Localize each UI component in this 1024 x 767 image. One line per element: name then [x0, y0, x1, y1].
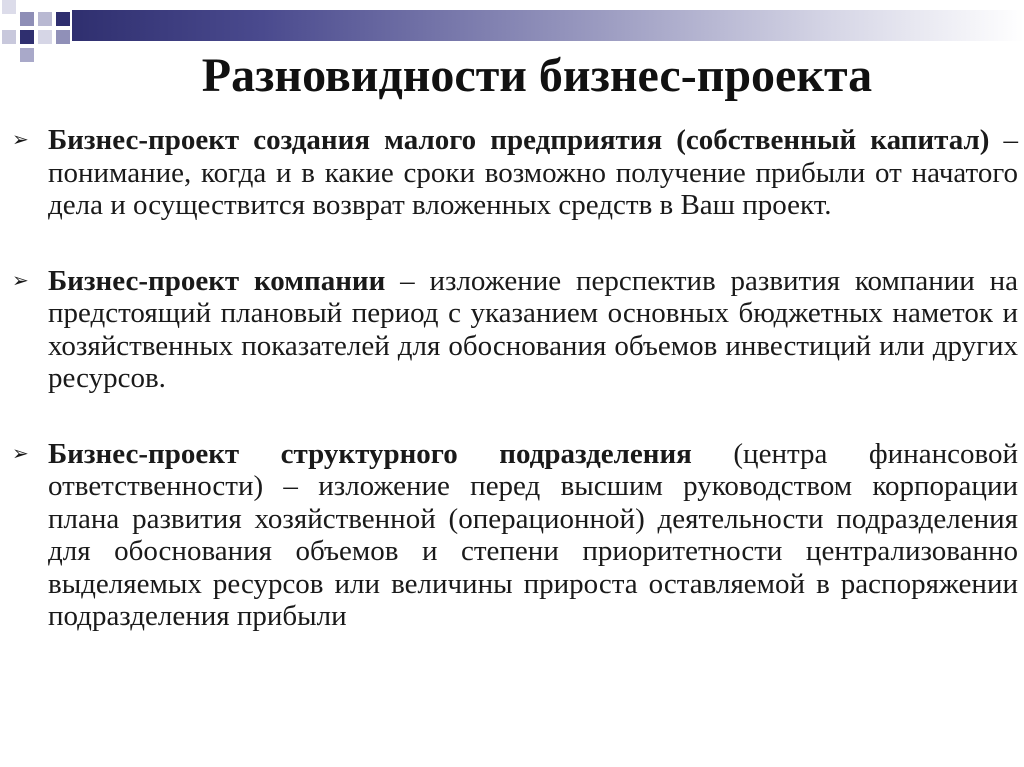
bullet-term: Бизнес-проект создания малого предприятия (собственный капитал): [48, 124, 990, 156]
bullet-text: (центра финансовой ответственности) – изложение перед высшим руководством корпорации плана развития хозяйственной (операционной) деятельности подразделения для обоснования объемов и степени приоритетности централизованно выделяемых ресурсов или величины прироста оставляемой в распоряжении подразделения прибыли: [48, 437, 1018, 632]
header-gradient-bar: [72, 10, 1024, 41]
bullet-list: [12, 124, 1018, 633]
bullet-text: – изложение перспектив развития компании на предстоящий плановый период с указанием основных бюджетных наметок и хозяйственных показателей для обоснования объемов инвестиций или других ресурсов.: [48, 264, 1018, 394]
decorative-square: [38, 30, 52, 44]
arrow-bullet-icon: ➢: [12, 442, 29, 465]
decorative-square: [56, 12, 70, 26]
bullet-text: – понимание, когда и в какие сроки возможно получение прибыли от начатого дела и осуществится возврат вложенных средств в Ваш проект.: [48, 124, 1018, 221]
arrow-bullet-icon: ➢: [12, 269, 29, 292]
bullet-term: Бизнес-проект компании: [48, 264, 386, 297]
arrow-bullet-icon: ➢: [12, 129, 29, 151]
bullet-term: Бизнес-проект структурного подразделения: [48, 437, 692, 470]
decorative-square: [56, 30, 70, 44]
bullet-item-company: [12, 265, 1018, 395]
decorative-square: [20, 12, 34, 26]
decorative-square: [2, 0, 16, 14]
bullet-item-small-business: [12, 124, 1018, 222]
decorative-square: [38, 12, 52, 26]
slide-title: Разновидности бизнес-проекта: [201, 49, 873, 102]
decorative-square: [20, 30, 34, 44]
decorative-square: [2, 30, 16, 44]
bullet-item-division: [12, 438, 1018, 633]
